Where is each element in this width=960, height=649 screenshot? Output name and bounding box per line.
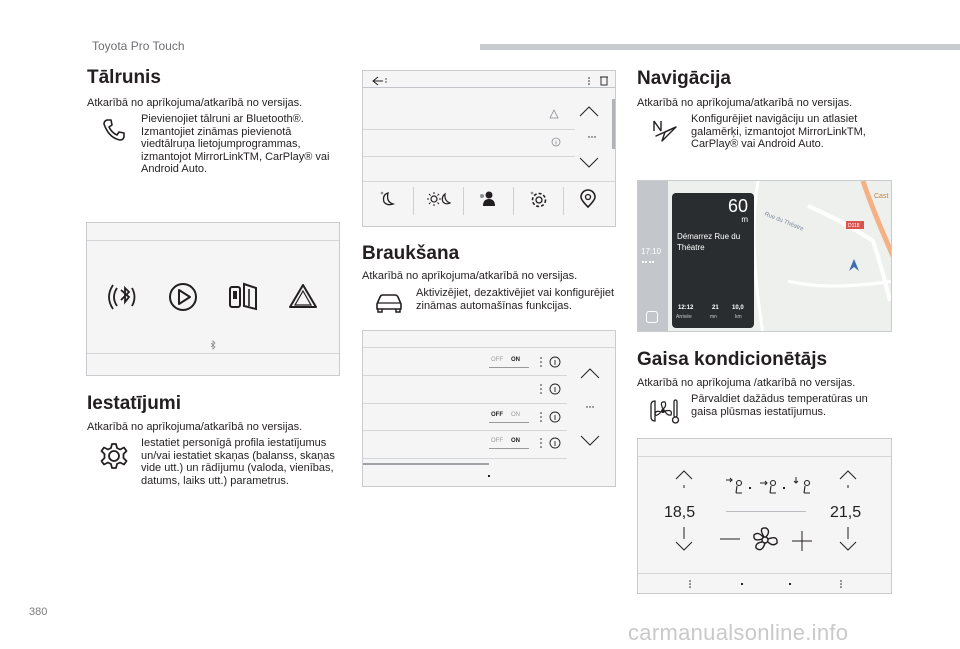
settings-heading: Iestatījumi	[87, 393, 181, 414]
duration-unit: mn	[710, 314, 717, 320]
running-header: Toyota Pro Touch	[92, 39, 185, 53]
road-badge: D118	[848, 223, 860, 229]
fan-icon	[750, 525, 780, 555]
climate-item-text: Pārvaldiet dažādus temperatūras un gaisa plūsmas iestatījumus.	[691, 393, 868, 418]
climate-heading: Gaisa kondicionētājs	[637, 349, 828, 370]
page-dots-icon	[587, 135, 597, 139]
settings-item-text: Iestatiet personīgā profila iestatījumus un/vai iestatiet skaņas (balanss, skaņas vide utt.) un rādījumu (valoda, vienības, datums, laiks utt.) parametrus.	[141, 437, 335, 487]
home-button[interactable]	[646, 311, 658, 323]
toggle-row-3[interactable]: OFF ON	[491, 412, 520, 418]
warning-icon	[549, 109, 559, 119]
scroll-down-icon[interactable]	[578, 157, 600, 169]
row-2-more-info-icon[interactable]	[539, 382, 563, 396]
gear-icon	[87, 437, 141, 471]
more-left-icon[interactable]	[688, 579, 692, 589]
row-1-more-info-icon[interactable]	[539, 355, 563, 369]
fan-minus-icon[interactable]	[718, 537, 742, 541]
play-icon[interactable]	[165, 279, 201, 315]
temp-left-value: 18,5	[664, 504, 696, 521]
row-3-more-info-icon[interactable]	[539, 410, 563, 424]
phone-mirror-icon[interactable]	[225, 279, 261, 315]
remaining-distance: 10,0	[732, 305, 744, 311]
temp-left-down-icon[interactable]	[674, 527, 694, 553]
page-dots-icon	[585, 405, 595, 409]
page-number: 380	[29, 606, 48, 618]
navigation-intro: Atkarībā no aprīkojuma/atkarībā no versijas.	[637, 97, 853, 109]
phone-intro: Atkarībā no aprīkojuma/atkarībā no versijas.	[87, 97, 303, 109]
header-rule	[480, 44, 960, 50]
climate-intro: Atkarībā no aprīkojuma /atkarībā no versijas.	[637, 377, 856, 389]
progress-bar	[363, 463, 489, 465]
back-arrow-icon[interactable]	[369, 75, 387, 87]
nav-side-bar	[638, 181, 668, 332]
carplay-icon[interactable]	[285, 279, 321, 315]
moon-icon[interactable]	[378, 189, 398, 209]
more-and-delete-icon[interactable]	[587, 75, 613, 87]
phone-item	[87, 113, 342, 176]
toggle-row-4[interactable]: OFF ON	[491, 438, 520, 444]
airflow-upper-icon[interactable]	[724, 475, 746, 497]
watermark: carmanualsonline.info	[628, 620, 849, 645]
driving-item	[362, 287, 617, 313]
temp-right-value: 21,5	[830, 504, 862, 521]
car-icon	[362, 287, 416, 313]
phone-screen	[86, 222, 340, 376]
distance-value: 60	[727, 196, 748, 216]
info-icon	[551, 137, 561, 147]
temp-right-up-icon[interactable]	[838, 469, 858, 489]
arrival-label: Arrivée	[676, 314, 692, 320]
scroll-down-icon[interactable]	[579, 435, 601, 447]
remaining-unit: km	[735, 314, 742, 320]
driving-heading: Braukšana	[362, 243, 460, 264]
navigation-screen	[637, 180, 892, 332]
driving-screen	[362, 330, 616, 487]
map-corner-label: Cast	[874, 193, 889, 200]
temp-left-up-icon[interactable]	[674, 469, 694, 489]
more-right-icon[interactable]	[839, 579, 843, 589]
scroll-up-icon[interactable]	[578, 105, 600, 117]
settings-screen	[362, 70, 616, 227]
temp-right-down-icon[interactable]	[838, 527, 858, 553]
settings-intro: Atkarībā no aprīkojuma/atkarībā no versijas.	[87, 421, 303, 433]
navigation-item-text: Konfigurējiet navigāciju un atlasiet galamērķi, izmantojot MirrorLinkTM, CarPlay® vai Android Auto.	[691, 113, 866, 151]
climate-item	[637, 393, 897, 425]
airflow-middle-icon[interactable]	[758, 475, 780, 497]
phone-item-text: Pievienojiet tālruni ar Bluetooth®. Izmantojiet zināmas pievienotā viedtālruņa lietojumprogrammas, izmantojot MirrorLinkTM, CarPlay® vai Android Auto.	[141, 113, 330, 176]
phone-heading: Tālrunis	[87, 67, 161, 88]
airflow-feet-icon[interactable]	[792, 475, 814, 497]
guidance-panel	[672, 193, 754, 328]
settings-gear-icon[interactable]	[528, 189, 548, 209]
bluetooth-small-icon	[209, 340, 217, 350]
scroll-up-icon[interactable]	[579, 367, 601, 379]
climate-screen	[637, 438, 892, 594]
climate-icon	[637, 393, 691, 425]
arrival-time: 12:12	[678, 305, 694, 311]
profile-icon[interactable]	[478, 189, 498, 209]
navigation-heading: Navigācija	[637, 68, 731, 89]
day-night-icon[interactable]	[427, 189, 451, 209]
driving-intro: Atkarībā no aprīkojuma/atkarībā no versijas.	[362, 270, 578, 282]
settings-item	[87, 437, 347, 487]
clock: 17:10	[641, 247, 662, 256]
row-4-more-info-icon[interactable]	[539, 436, 563, 450]
street-label: Rue du Théatre	[763, 211, 805, 233]
navigation-item	[637, 113, 897, 151]
navigation-arrow-icon	[637, 113, 691, 145]
location-settings-icon[interactable]	[578, 189, 598, 209]
duration: 21	[712, 305, 719, 311]
scrollbar[interactable]	[612, 99, 615, 149]
distance-unit: m	[741, 215, 748, 224]
toggle-row-1[interactable]: OFF ON	[491, 357, 520, 363]
instruction: Démarrez Rue du Théatre	[677, 232, 741, 252]
driving-item-text: Aktivizējiet, dezaktivējiet vai konfigurējiet zināmas automašīnas funkcijas.	[416, 287, 615, 312]
bluetooth-icon[interactable]	[105, 279, 141, 315]
fan-plus-icon[interactable]	[790, 529, 814, 553]
phone-handset-icon	[87, 113, 141, 143]
